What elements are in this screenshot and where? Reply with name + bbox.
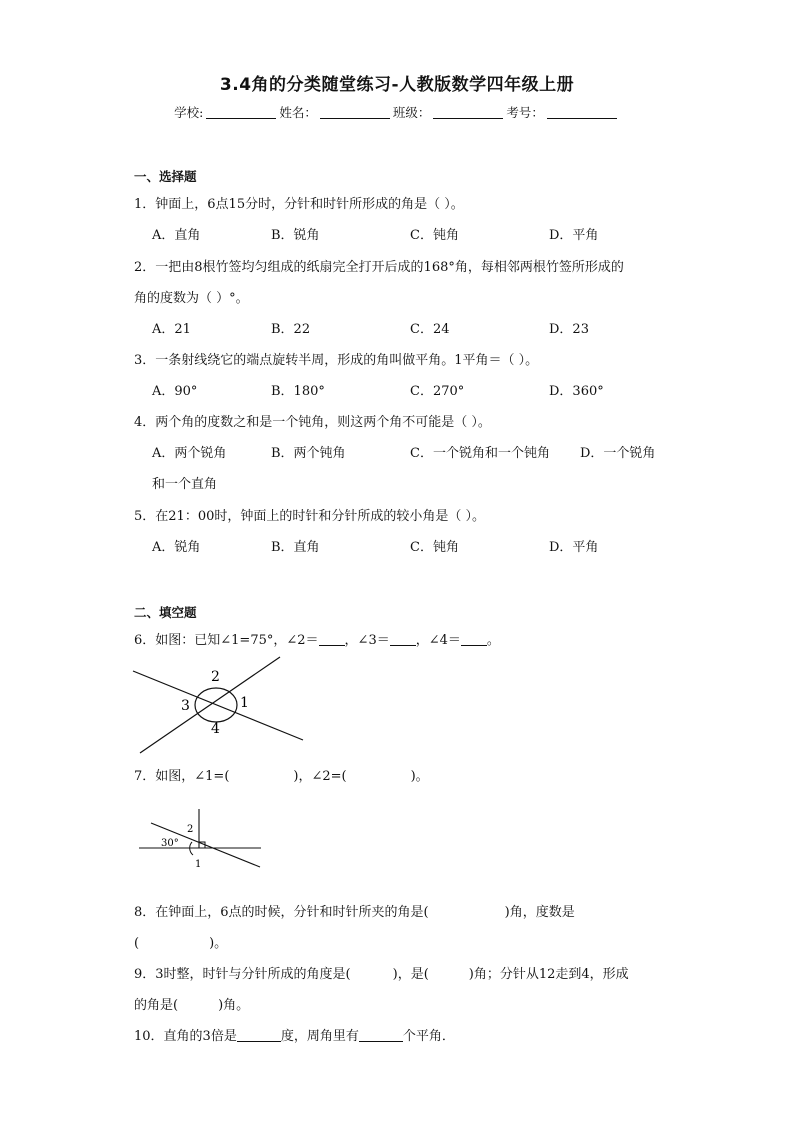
question-4: 4．两个角的度数之和是一个钝角，则这两个角不可能是（ ）。 [134,415,491,430]
q6-label-3: 3 [181,698,190,714]
question-8-line1 [134,901,575,920]
q7-label-1: 1 [195,859,202,870]
question-1: 1．钟面上，6点15分时，分针和时针所形成的角是（ ）。 [134,197,464,212]
q3-option-a[interactable]: A．90° [152,384,198,399]
q6-label-4: 4 [211,721,220,737]
q7-label-2: 2 [187,824,194,835]
q8-text-3: ( [134,936,140,951]
section-fill-heading: 二、填空题 [134,605,197,620]
q6-text-4: 。 [486,633,500,648]
q6-label-1: 1 [240,695,249,711]
question-7 [134,765,429,784]
q8-text-1: 8．在钟面上，6点的时候，分针和时针所夹的角是( [134,905,429,920]
question-2-line2: 角的度数为（ ）°。 [134,291,249,306]
q2-option-a[interactable]: A．21 [152,322,191,337]
q5-option-d[interactable]: D．平角 [549,540,599,555]
question-5: 5．在21：00时，钟面上的时针和分针所成的较小角是（ ）。 [134,509,485,524]
q9-text-1: 9．3时整，时针与分针所成的角度是( [134,967,351,982]
q4-option-d[interactable]: D．一个锐角 [580,446,656,461]
q2-option-b[interactable]: B．22 [271,322,311,337]
school-label: 学校: [174,105,204,120]
q6-line-b [140,657,280,753]
q10-text-1: 10．直角的3倍是 [134,1029,237,1044]
class-label: 班级： [392,105,431,120]
exam-no-blank[interactable] [547,106,617,119]
q6-text-2: ，∠3＝ [344,633,390,648]
q9-text-3: )角；分针从12走到4，形成 [468,967,629,982]
question-3: 3．一条射线绕它的端点旋转半周，形成的角叫做平角。1平角＝（ ）。 [134,353,539,368]
q6-intersecting-lines-figure [130,652,310,758]
q3-option-c[interactable]: C．270° [410,384,465,399]
section-choice-heading: 一、选择题 [134,169,197,184]
q6-text-1: 6．如图：已知∠1=75°，∠2＝ [134,633,319,648]
q6-blank-angle3[interactable] [390,633,416,646]
question-6 [134,629,500,648]
q7-angle-30-label: 30° [161,838,179,849]
question-10 [134,1025,455,1044]
name-label: 姓名： [279,105,317,120]
q8-text-2: )角，度数是 [504,905,575,920]
q9-text-5: )角。 [218,998,250,1013]
q7-angle-figure [135,806,265,872]
q4-option-c[interactable]: C．一个锐角和一个钝角 [410,446,550,461]
q3-option-d[interactable]: D．360° [549,384,604,399]
q10-blank-degree[interactable] [237,1029,281,1042]
question-9-line2 [134,994,249,1013]
q7-text-3: )。 [410,769,429,784]
q3-option-b[interactable]: B．180° [271,384,325,399]
q5-option-a[interactable]: A．锐角 [152,540,201,555]
q6-blank-angle2[interactable] [319,633,345,646]
q1-option-c[interactable]: C．钝角 [410,228,459,243]
q10-text-2: 度，周角里有 [280,1029,359,1044]
q4-option-a[interactable]: A．两个锐角 [152,446,227,461]
q9-text-4: 的角是( [134,998,179,1013]
q6-label-2: 2 [211,669,220,685]
q7-text-2: )，∠2=( [293,769,347,784]
q7-text-1: 7．如图，∠1=( [134,769,230,784]
q5-option-b[interactable]: B．直角 [271,540,320,555]
q10-blank-count[interactable] [359,1029,403,1042]
class-blank[interactable] [433,106,503,119]
q1-option-d[interactable]: D．平角 [549,228,599,243]
exam-no-label: 考号： [506,105,544,120]
q1-option-b[interactable]: B．锐角 [271,228,320,243]
q6-blank-angle4[interactable] [461,633,487,646]
q2-option-d[interactable]: D．23 [549,322,589,337]
q6-text-3: ，∠4＝ [415,633,461,648]
q8-text-4: )。 [209,936,228,951]
school-blank[interactable] [206,106,276,119]
question-2-line1: 2．一把由8根竹签均匀组成的纸扇完全打开后成的168°角，每相邻两根竹签所形成的 [134,260,624,275]
q4-option-b[interactable]: B．两个钝角 [271,446,346,461]
question-8-line2 [134,932,227,951]
q2-option-c[interactable]: C．24 [410,322,450,337]
page-title: 3.4角的分类随堂练习-人教版数学四年级上册 [219,75,575,95]
q4-option-d-continued: 和一个直角 [152,477,218,492]
name-blank[interactable] [320,106,390,119]
student-info-line [0,103,794,121]
q9-text-2: )，是( [392,967,429,982]
q1-option-a[interactable]: A．直角 [152,228,201,243]
question-9-line1 [134,963,629,982]
q10-text-3: 个平角． [402,1029,455,1044]
q5-option-c[interactable]: C．钝角 [410,540,459,555]
